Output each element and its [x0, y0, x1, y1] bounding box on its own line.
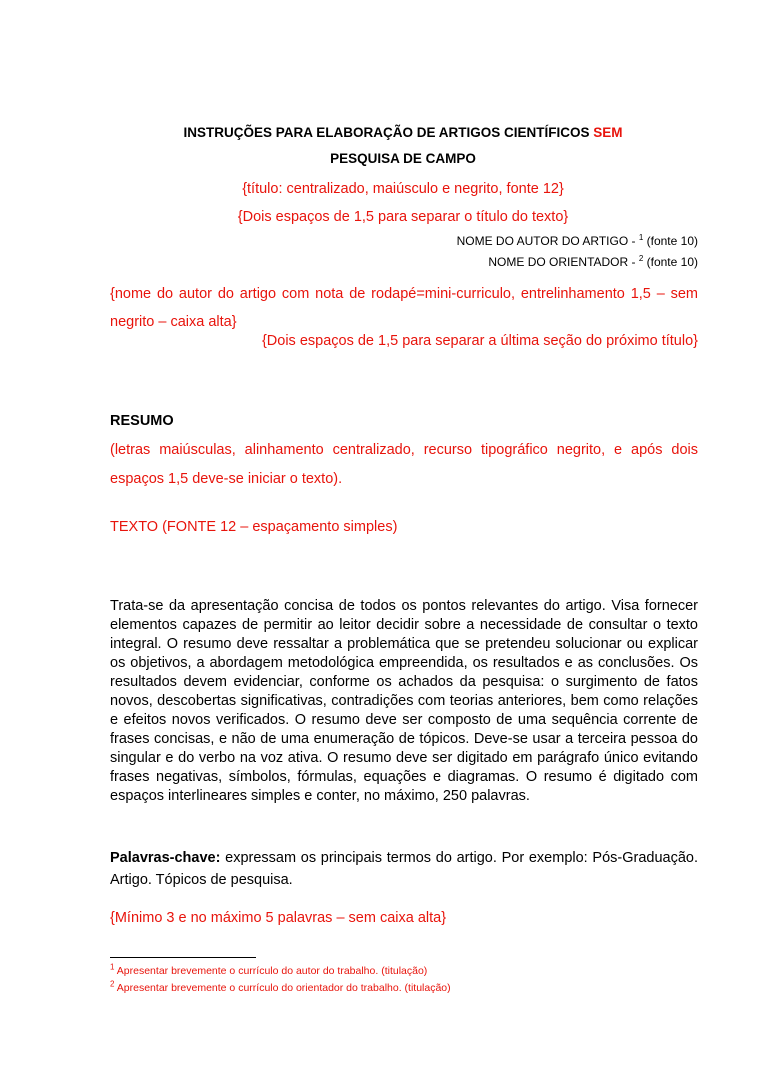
keywords-label: Palavras-chave: — [110, 850, 221, 866]
resumo-format-note: (letras maiúsculas, alinhamento centralizado, recurso tipográfico negrito, e após dois espaços 1,5 deve-se iniciar o texto). — [110, 442, 698, 487]
footnote-2: $^2$ Apresentar brevemente o currículo do orientador do trabalho. (titulação) — [110, 979, 451, 994]
title-format-note: {título: centralizado, maiúsculo e negrito, fonte 12} — [242, 181, 564, 197]
resumo-body: Trata-se da apresentação concisa de todos os pontos relevantes do artigo. Visa fornecer elementos capazes de permitir ao leitor decidir sobre a necessidade de consultar o texto integral. O resumo deve ressaltar a problemática que se pretendeu solucionar ou explicar os objetivos, a abordagem metodológica empreendida, os resultados e as conclusões. Os resultados devem evidenciar, conforme os achados da pesquisa: o surgimento de fatos novos, descobertas significativas, contradições com teorias anteriores, bem como relações e efeitos novos verificados. O resumo deve ser composto de uma sequência corrente de frases concisas, e não de uma enumeração de tópicos. Deve-se usar a terceira pessoa do singular e do verbo na voz ativa. O resumo deve ser digitado em parágrafo único evitando frases negativas, símbolos, fórmulas, equações e diagramas. O resumo é digitado com espaços interlineares simples e conter, no máximo, 250 palavras. — [110, 598, 698, 804]
keywords-note: {Mínimo 3 e no máximo 5 palavras – sem caixa alta} — [110, 910, 447, 926]
footnote-separator — [110, 957, 256, 958]
footnote-ref-1: 1 — [638, 233, 644, 242]
texto-format-note: TEXTO (FONTE 12 – espaçamento simples) — [110, 519, 398, 535]
title-line-2: PESQUISA DE CAMPO — [330, 151, 476, 166]
keywords-paragraph — [110, 847, 698, 891]
author-format-note: {nome do autor do artigo com nota de rodapé=mini-curriculo, entrelinhamento 1,5 – sem negrito – caixa alta} — [110, 286, 698, 330]
resumo-heading: RESUMO — [110, 413, 174, 429]
title-highlight: SEM — [593, 125, 623, 140]
title-line-1: INSTRUÇÕES PARA ELABORAÇÃO DE ARTIGOS CIENTÍFICOS SEM — [183, 125, 623, 140]
title-spacing-note: {Dois espaços de 1,5 para separar o título do texto} — [237, 209, 569, 225]
section-spacing-note: {Dois espaços de 1,5 para separar a última seção do próximo título} — [261, 333, 698, 349]
author-name-line: NOME DO AUTOR DO ARTIGO - $^1$ (fonte 10) — [456, 233, 698, 248]
footnote-ref-2: 2 — [638, 254, 644, 263]
footnote-1: $^1$ Apresentar brevemente o currículo do autor do trabalho. (titulação) — [110, 962, 428, 977]
keywords-text: expressam os principais termos do artigo. Por exemplo: Pós-Graduação. Artigo. Tópicos de pesquisa. — [110, 850, 698, 888]
orientador-name-line: NOME DO ORIENTADOR - $^2$ (fonte 10) — [488, 254, 698, 269]
